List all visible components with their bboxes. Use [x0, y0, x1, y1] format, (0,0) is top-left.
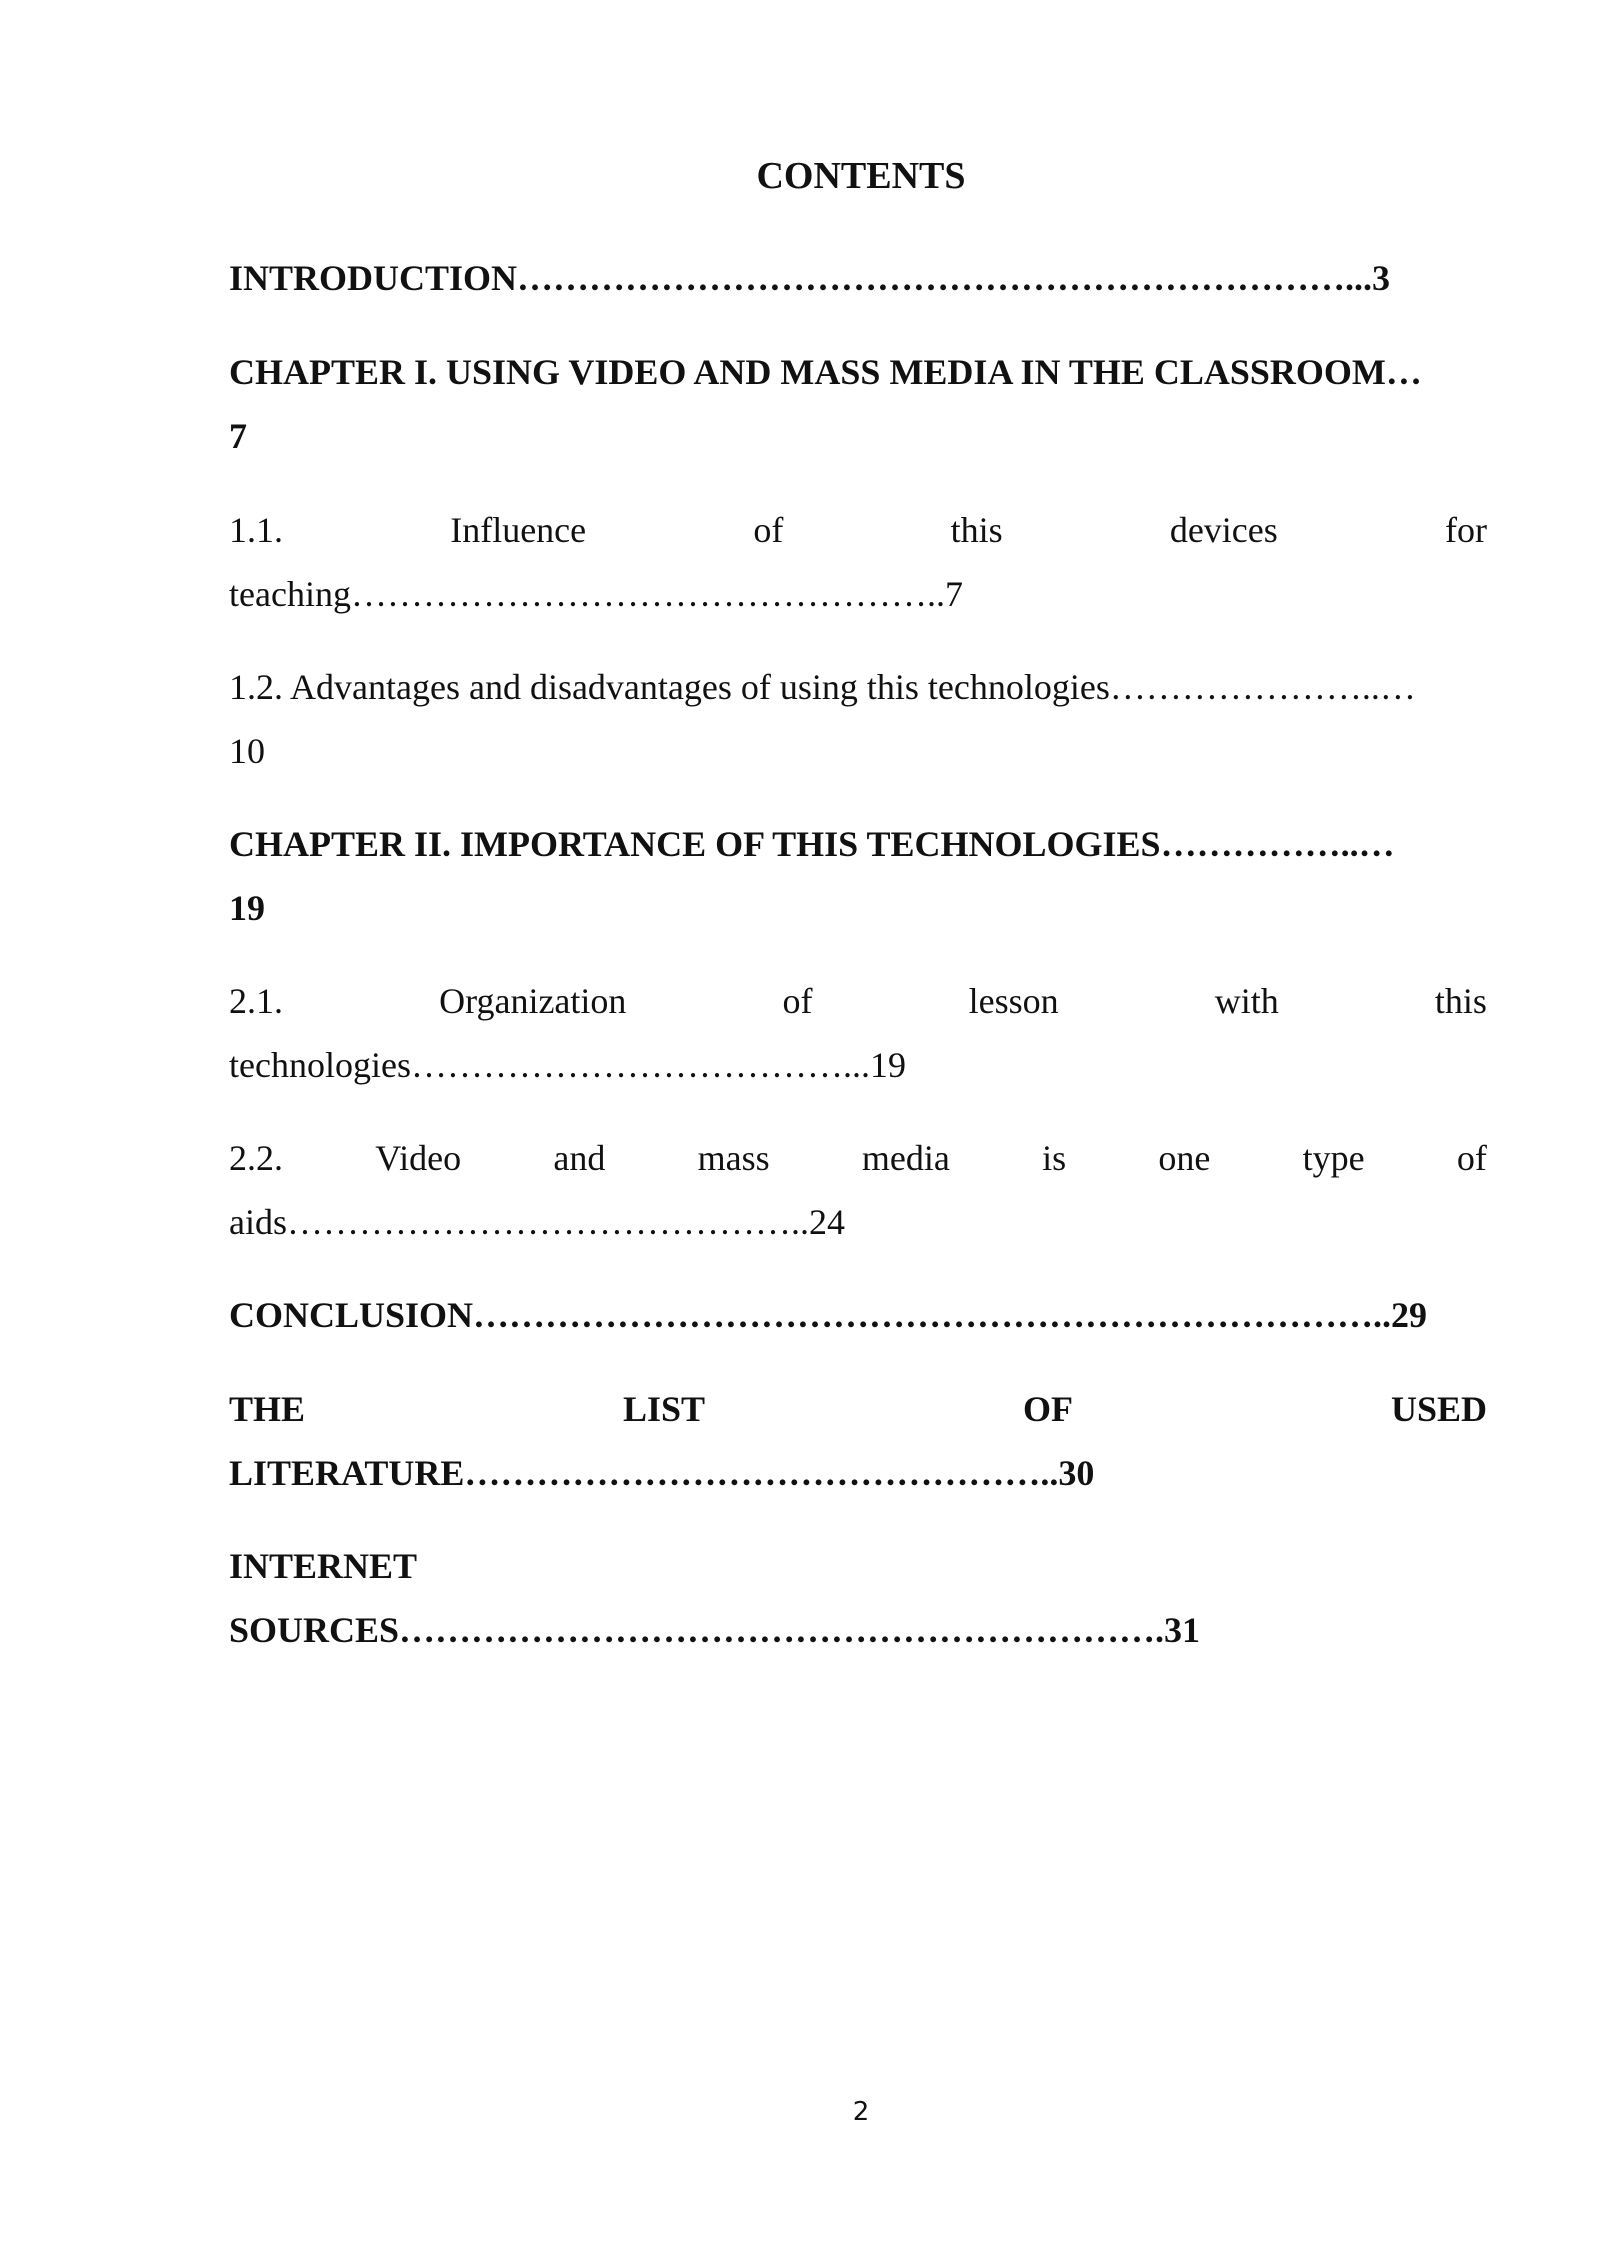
toc-word: OF	[1023, 1389, 1073, 1429]
toc-entry-text	[229, 812, 1487, 876]
toc-word: lesson	[968, 981, 1059, 1021]
toc-entry-2-2	[229, 1126, 1487, 1254]
toc-word: 2.2.	[229, 1138, 283, 1178]
toc-entry-conclusion	[229, 1283, 1487, 1347]
page-number: 2	[852, 2097, 870, 2127]
toc-entry-text: INTRODUCTION……………………………………………………………...3	[229, 258, 1391, 298]
toc-entry-2-1	[229, 969, 1487, 1097]
toc-word: of	[782, 981, 813, 1021]
toc-word: of	[753, 510, 784, 550]
toc-entry-text	[229, 1126, 1487, 1190]
toc-word: media	[861, 1138, 950, 1178]
toc-entry-text: 1.2. Advantages and disadvantages of using this technologies…………………..…	[229, 667, 1416, 707]
toc-entry-chapter-1	[229, 340, 1487, 468]
toc-entry-text: CHAPTER I. USING VIDEO AND MASS MEDIA IN THE CLASSROOM…	[229, 352, 1422, 392]
toc-entry-page: 10	[229, 731, 265, 771]
toc-word: for	[1444, 510, 1487, 550]
toc-word: is	[1042, 1138, 1067, 1178]
toc-entry-text	[229, 1377, 1487, 1441]
toc-word: of	[1456, 1138, 1487, 1178]
toc-entry-page: technologies………………………………...19	[229, 1045, 906, 1085]
toc-word: Organization	[439, 981, 627, 1021]
toc-entry-page: teaching…………………………………………..7	[229, 574, 963, 614]
toc-entry-1-2	[229, 655, 1487, 783]
toc-line: CHAPTER II. IMPORTANCE OF THIS TECHNOLOGIES……………..…	[229, 824, 1395, 864]
toc-entry-text: CONCLUSION…………………………………………………………………..29	[229, 1295, 1428, 1335]
toc-word: with	[1214, 981, 1279, 1021]
toc-word: one	[1158, 1138, 1211, 1178]
toc-entry-internet-sources	[229, 1534, 1487, 1662]
toc-entry-literature	[229, 1377, 1487, 1505]
toc-entry-text: INTERNET	[229, 1546, 418, 1586]
toc-entry-page: LITERATURE…………………………………………..30	[229, 1453, 1095, 1493]
toc-word: this	[950, 510, 1003, 550]
toc-entry-1-1	[229, 498, 1487, 626]
toc-entry-introduction	[229, 246, 1487, 310]
toc-word: LIST	[622, 1389, 706, 1429]
toc-entry-page: aids……………………………………..24	[229, 1202, 845, 1242]
toc-entry-page: 7	[229, 416, 247, 456]
toc-entry-page: SOURCES……………………………………………………….31	[229, 1610, 1201, 1650]
toc-word: this	[1434, 981, 1487, 1021]
toc-entry-text	[229, 969, 1487, 1033]
toc-word: and	[553, 1138, 606, 1178]
toc-entry-chapter-2	[229, 812, 1487, 940]
toc-word: 2.1.	[229, 981, 283, 1021]
toc-entry-text	[229, 498, 1487, 562]
toc-word: Influence	[450, 510, 587, 550]
toc-word: Video	[375, 1138, 462, 1178]
toc-word: devices	[1169, 510, 1278, 550]
toc-entry-page: 19	[229, 888, 265, 928]
toc-word: mass	[697, 1138, 770, 1178]
toc-word: 1.1.	[229, 510, 283, 550]
toc-title: CONTENTS	[756, 155, 966, 197]
toc-word: USED	[1390, 1389, 1487, 1429]
toc-word: THE	[229, 1389, 306, 1429]
toc-word: type	[1302, 1138, 1365, 1178]
